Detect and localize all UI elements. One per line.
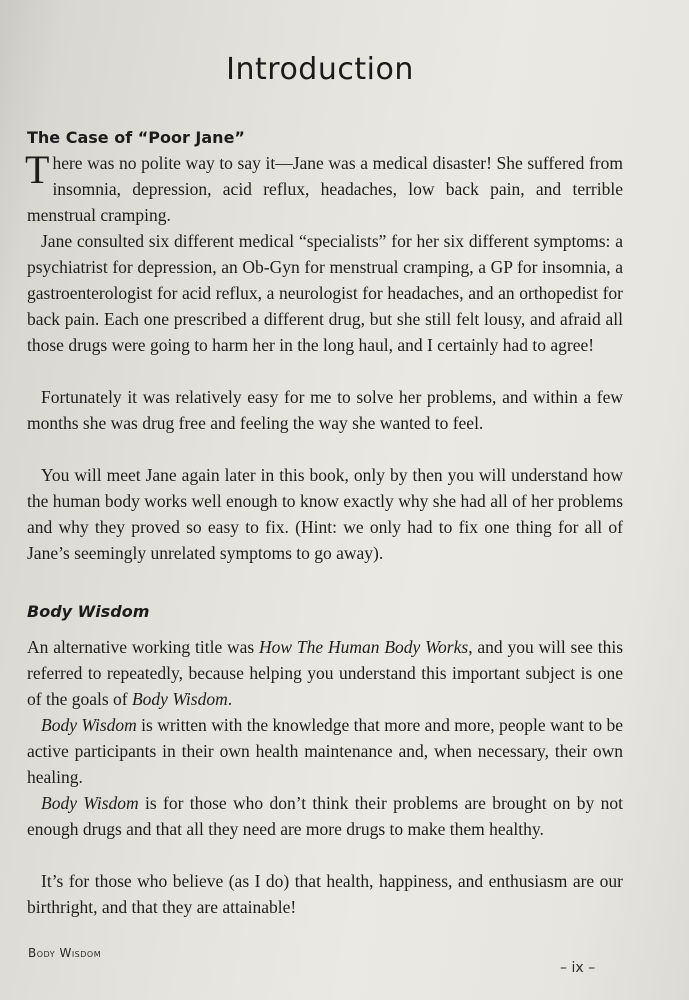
- section-heading-body-wisdom: Body Wisdom: [27, 602, 150, 621]
- text-run: An alternative working title was: [27, 637, 260, 657]
- text-run: , and you will see this referred to repeatedly, because helping you understand this important subject is one of the goals of: [27, 637, 624, 709]
- paragraph-meet-jane-again: You will meet Jane again later in this book, only by then you will understand how the human body works well enough to know exactly why she had all of her problems and why they proved so easy to fix. (Hint: we only had to fix one thing for all of Jane’s seemingly unrelated symptoms to go away).: [27, 465, 623, 563]
- paragraph-jane-intro-text: here was no polite way to say it—Jane was a medical disaster! She suffered from insomnia, depression, acid reflux, headaches, low back pain, and terrible menstrual cramping.: [27, 153, 623, 225]
- text-run: .: [227, 689, 233, 709]
- paragraph-written-with-knowledge: [27, 712, 623, 790]
- text-run: is written with the knowledge that more and more, people want to be active participants in their own health maintenance and, when necessary, their own healing.: [27, 715, 623, 787]
- paragraph-birthright: It’s for those who believe (as I do) that health, happiness, and enthusiasm are our birthright, and that they are attainable!: [27, 871, 623, 917]
- page-number: – ix –: [560, 960, 596, 976]
- drop-cap: T: [25, 147, 50, 192]
- italic-title: Body Wisdom: [41, 715, 137, 735]
- paragraph-not-enough-drugs: [27, 790, 623, 842]
- paragraph-fortunately: Fortunately it was relatively easy for me to solve her problems, and within a few months she was drug free and feeling the way she wanted to feel.: [27, 387, 623, 433]
- text-run: is for those who don’t think their problems are brought on by not enough drugs and that all they need are more drugs to make them healthy.: [27, 793, 623, 839]
- italic-title: Body Wisdom: [131, 689, 228, 709]
- section-heading-poor-jane: The Case of “Poor Jane”: [27, 128, 245, 147]
- paragraph-jane-intro: [25, 147, 623, 228]
- chapter-title: Introduction: [226, 52, 414, 87]
- italic-title: Body Wisdom: [41, 793, 139, 813]
- paragraph-alternative-title: [27, 634, 623, 712]
- running-title: Body Wisdom: [28, 946, 102, 960]
- italic-title: How The Human Body Works: [259, 637, 469, 657]
- paragraph-jane-specialists: Jane consulted six different medical “specialists” for her six different symptoms: a psychiatrist for depression, an Ob-Gyn for menstrual cramping, a GP for insomnia, a gastroenterologist for acid reflux, a neurologist for headaches, and an orthopedist for back pain. Each one prescribed a different drug, but she still felt lousy, and afraid all those drugs were going to harm her in the long haul, and I certainly had to agree!: [27, 231, 623, 355]
